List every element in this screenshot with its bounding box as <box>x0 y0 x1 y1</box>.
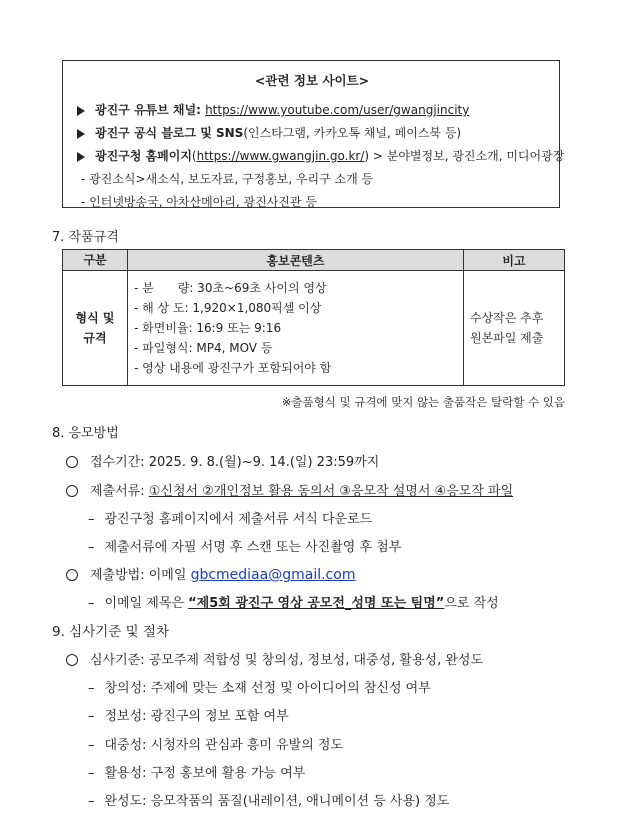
docs-label: 제출서류: <box>90 484 149 499</box>
circle-bullet-icon <box>66 456 78 468</box>
dash-bullet: – <box>88 794 95 809</box>
dash-bullet: – <box>88 596 95 611</box>
homepage-sub1: - 광진소식>새소식, 보도자료, 구정홍보, 우리구 소개 등 <box>81 172 374 186</box>
homepage-path: > 분야별정보, 광진소개, 미디어광장 <box>369 149 565 163</box>
homepage-link[interactable]: https://www.gwangjin.go.kr/ <box>196 149 365 163</box>
related-sites-box <box>62 60 565 209</box>
paren-open: ( <box>191 149 197 163</box>
criteria-item <box>88 734 343 753</box>
homepage-sub2: - 인터넷방송국, 아차산메아리, 광진사진관 등 <box>81 195 317 209</box>
spec-remark-line1: 수상작은 추후 <box>470 311 544 325</box>
triangle-bullet-icon <box>77 106 85 116</box>
docs-sub1 <box>88 508 372 527</box>
blog-line <box>77 122 547 145</box>
criteria-item-text: 대중성: 시청자의 관심과 흥미 유발의 정도 <box>104 738 344 753</box>
spec-item: - 해 상 도: 1,920×1,080픽셀 이상 <box>134 301 322 315</box>
spec-remark <box>464 271 565 386</box>
dash-bullet: – <box>88 681 95 696</box>
criteria-item <box>88 705 289 724</box>
spec-table <box>62 249 565 386</box>
spec-category-text: 형식 및 규격 <box>75 311 115 345</box>
method-line <box>66 564 355 583</box>
method-label: 제출방법: 이메일 <box>90 568 191 583</box>
period-line <box>66 451 379 470</box>
dash-bullet: – <box>88 709 95 724</box>
homepage-line <box>77 145 565 168</box>
docs-sub2 <box>88 536 401 555</box>
criteria-item-text: 활용성: 구정 홍보에 활용 가능 여부 <box>104 766 306 781</box>
criteria-item-text: 창의성: 주제에 맞는 소재 선정 및 아이디어의 참신성 여부 <box>104 681 431 696</box>
section9-heading: 9. 심사기준 및 절차 <box>52 624 170 640</box>
circle-bullet-icon <box>66 485 78 497</box>
spec-note: ※출품형식 및 규격에 맞지 않는 출품작은 탈락할 수 있음 <box>281 395 565 409</box>
triangle-bullet-icon <box>77 152 85 162</box>
docs-sub1-prefix: 광진구청 <box>104 512 159 527</box>
subject-suffix: 으로 작성 <box>444 596 499 611</box>
dash-bullet: – <box>88 512 95 527</box>
homepage-label: 광진구청 홈페이지 <box>95 149 192 163</box>
spec-item: - 영상 내용에 광진구가 포함되어야 함 <box>134 361 332 375</box>
dash-bullet: – <box>88 766 95 781</box>
spec-header-remark: 비고 <box>464 250 565 271</box>
criteria-item <box>88 677 431 696</box>
subject-value: “제5회 광진구 영상 공모전_성명 또는 팀명” <box>188 596 445 611</box>
spec-remark-line2: 원본파일 제출 <box>470 331 544 345</box>
dash-bullet: – <box>88 738 95 753</box>
spec-list <box>128 271 464 386</box>
spec-item: - 파일형식: MP4, MOV 등 <box>134 341 273 355</box>
email-link[interactable]: gbcmediaa@gmail.com <box>190 567 356 583</box>
spec-header-category: 구분 <box>63 250 128 271</box>
circle-bullet-icon <box>66 654 78 666</box>
triangle-bullet-icon <box>77 129 85 139</box>
youtube-label: 광진구 유튜브 채널: <box>95 103 206 117</box>
youtube-line <box>77 99 547 122</box>
spec-category <box>63 271 128 386</box>
spec-item: - 분 량: 30초~69초 사이의 영상 <box>134 281 327 295</box>
subject-line <box>88 592 499 611</box>
spec-item: - 화면비율: 16:9 또는 9:16 <box>134 321 282 335</box>
period-text: 접수기간: 2025. 9. 8.(월)~9. 14.(일) 23:59까지 <box>90 455 380 470</box>
criteria-item <box>88 790 449 809</box>
section8-heading: 8. 응모방법 <box>52 426 119 441</box>
youtube-link[interactable]: https://www.youtube.com/user/gwangjincity <box>205 103 470 117</box>
blog-label: 광진구 공식 블로그 및 SNS <box>95 126 244 140</box>
criteria-line <box>66 649 483 668</box>
docs-line <box>66 480 513 499</box>
docs-sub2-text: 제출서류에 자필 서명 후 스캔 또는 사진촬영 후 첨부 <box>104 540 402 555</box>
criteria-item <box>88 762 305 781</box>
paren-close: ) <box>364 149 370 163</box>
criteria-item-text: 완성도: 응모작품의 품질(내레이션, 애니메이션 등 사용) 정도 <box>104 794 450 809</box>
dash-bullet: – <box>88 540 95 555</box>
related-sites-title: <관련 정보 사이트> <box>254 73 370 88</box>
circle-bullet-icon <box>66 569 78 581</box>
subject-prefix: 이메일 제목은 <box>104 596 189 611</box>
criteria-item-text: 정보성: 광진구의 정보 포함 여부 <box>104 709 289 724</box>
docs-list: ①신청서 ②개인정보 활용 동의서 ③응모작 설명서 ④응모작 파일 <box>148 484 514 499</box>
docs-sub1-text: 홈페이지에서 제출서류 서식 다운로드 <box>158 512 373 527</box>
criteria-text: 심사기준: 공모주제 적합성 및 창의성, 정보성, 대중성, 활용성, 완성도 <box>90 653 484 668</box>
blog-desc: (인스타그램, 카카오톡 채널, 페이스북 등) <box>243 126 462 140</box>
section7-heading: 7. 작품규격 <box>52 230 119 245</box>
spec-header-content: 홍보콘텐츠 <box>128 250 464 271</box>
